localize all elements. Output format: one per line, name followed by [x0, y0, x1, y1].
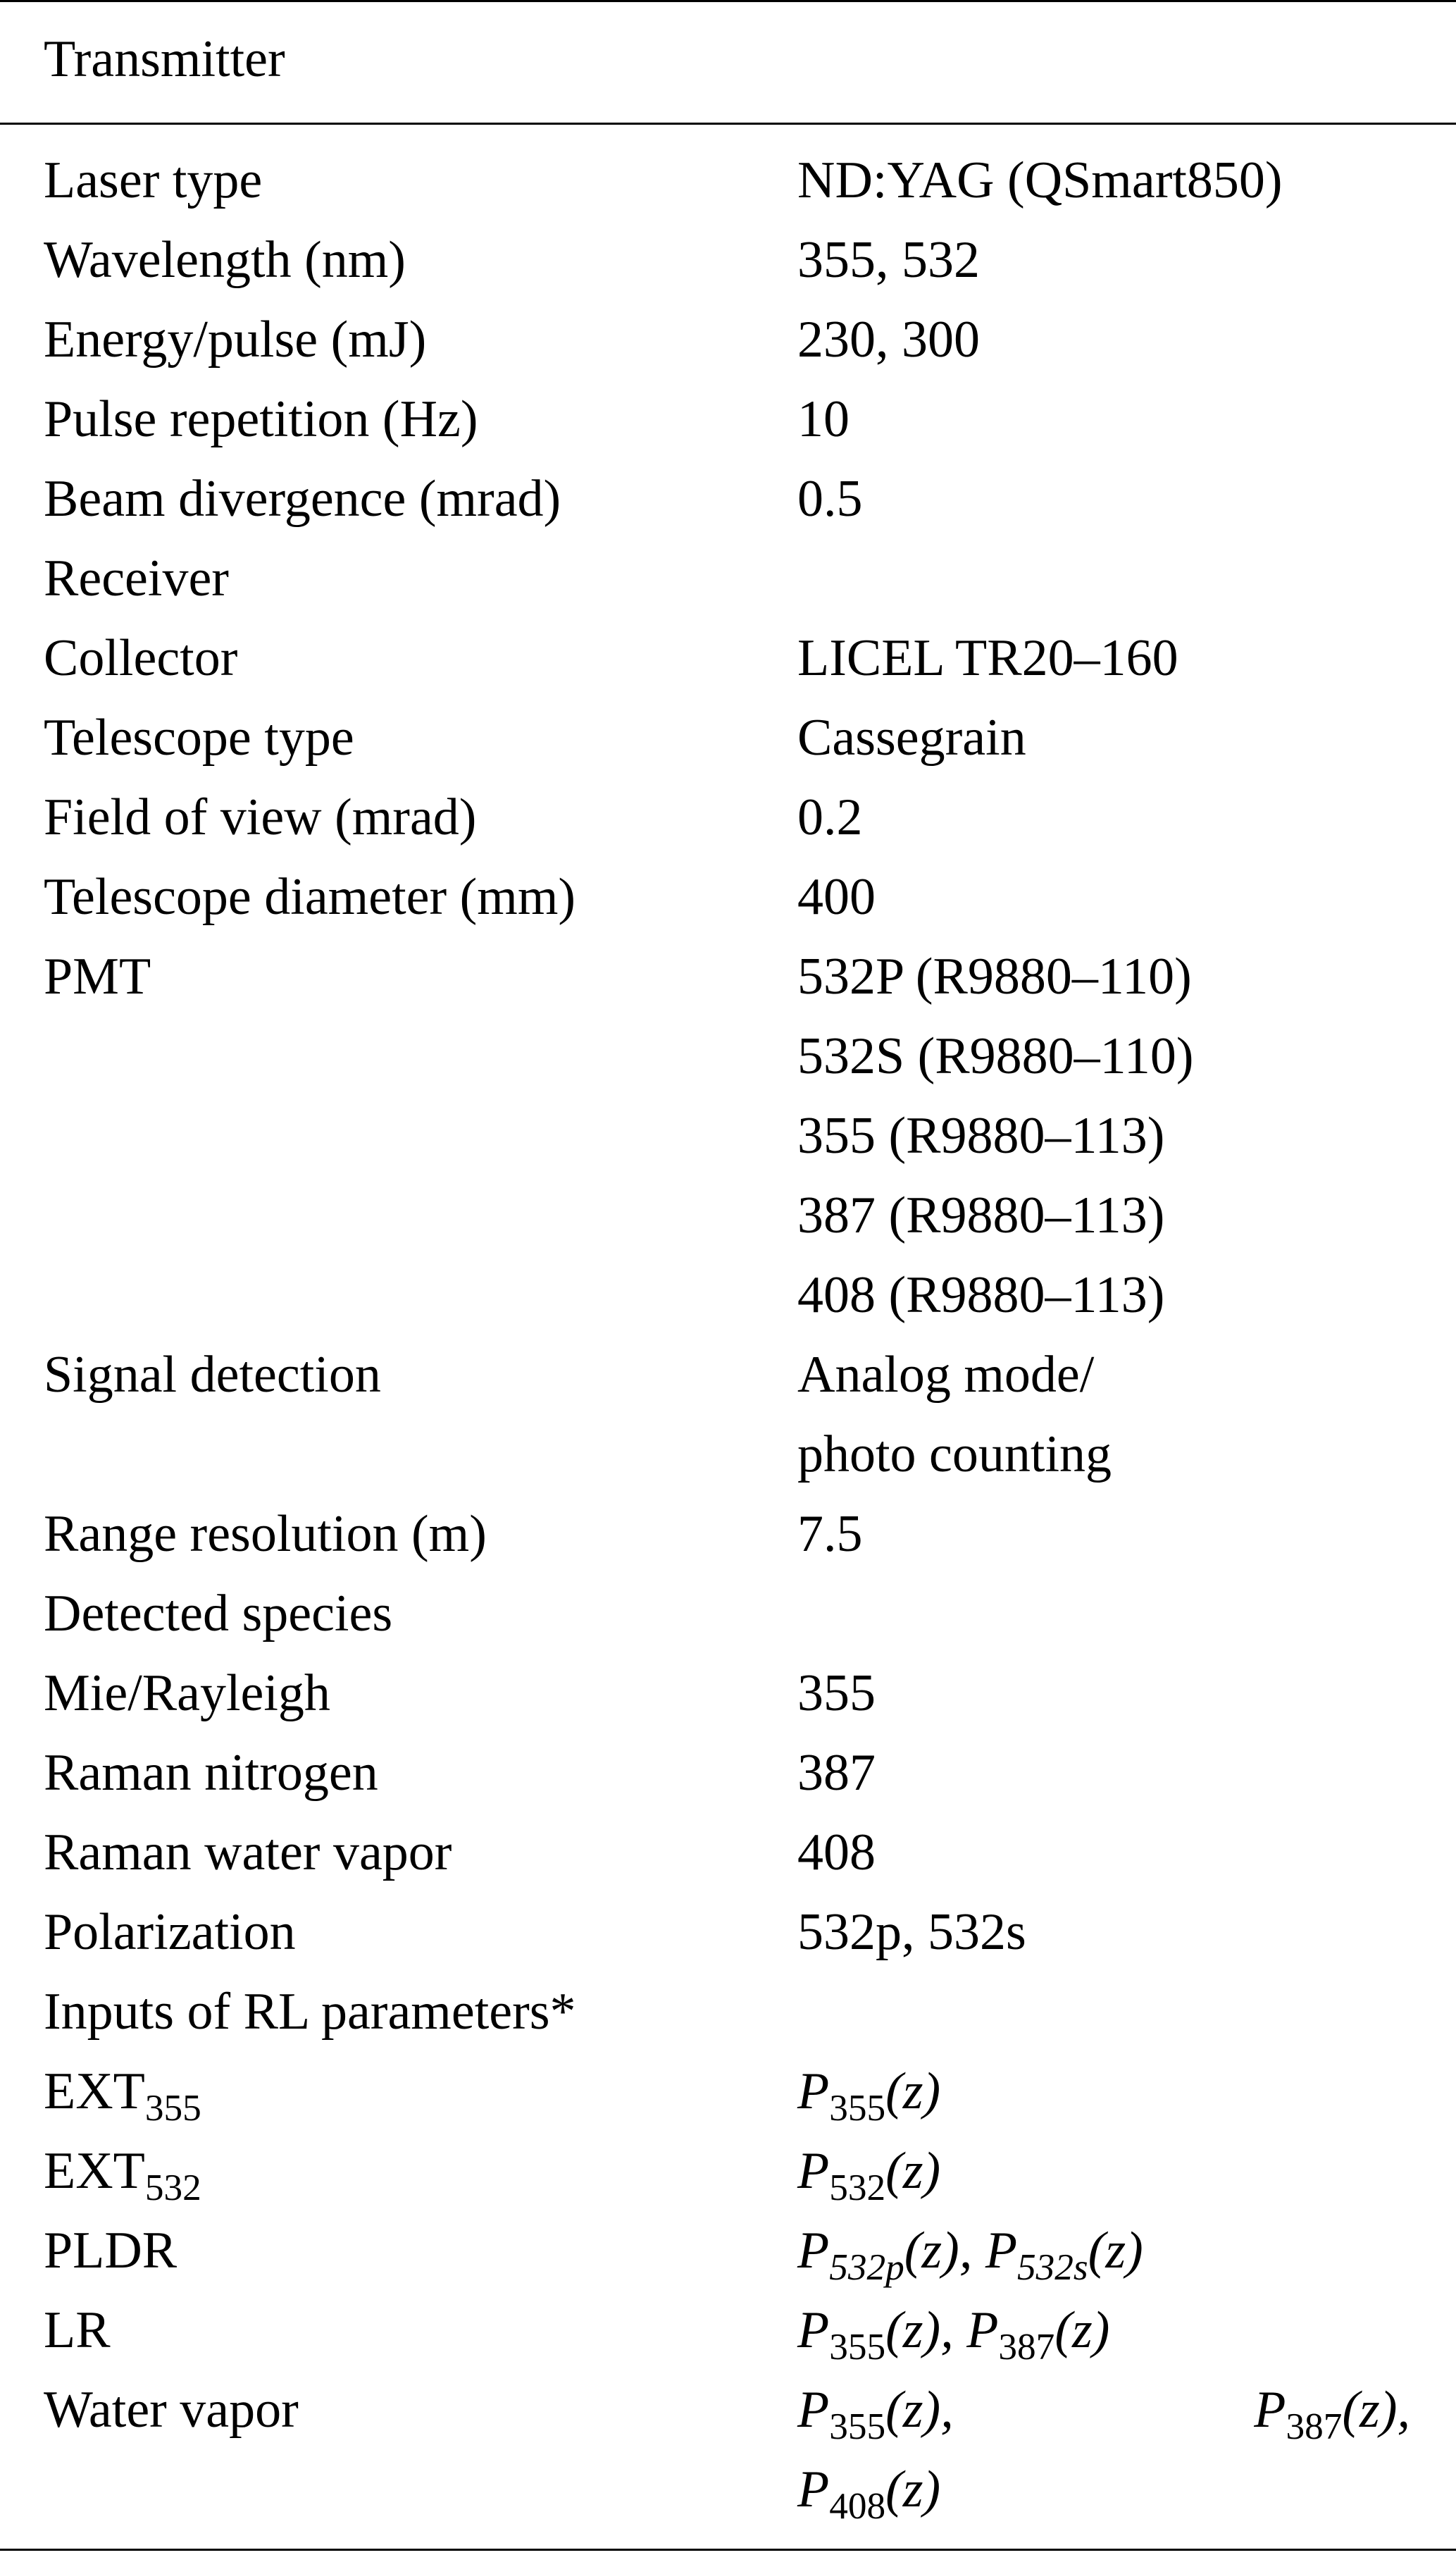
header-rule — [0, 123, 1456, 125]
row-label: Polarization — [44, 1903, 296, 1961]
row-label: Pulse repetition (Hz) — [44, 390, 478, 448]
section-row-detected-species — [0, 1574, 1456, 1654]
row-value: 408 — [797, 1824, 876, 1881]
section-row-receiver — [0, 539, 1456, 619]
row-label: Energy/pulse (mJ) — [44, 311, 427, 369]
row-value: ND:YAG (QSmart850) — [797, 151, 1283, 209]
section-label: Inputs of RL parameters* — [44, 1983, 576, 2041]
table-row — [0, 858, 1456, 937]
table-row — [0, 937, 1456, 1017]
table-row — [0, 141, 1456, 221]
table-row — [0, 1176, 1456, 1256]
row-value: $P_{408}(z)$ — [797, 2461, 941, 2528]
row-label: Collector — [44, 629, 238, 687]
row-value: 7.5 — [797, 1505, 863, 1563]
bottom-rule — [0, 2549, 1456, 2551]
table-row — [0, 1813, 1456, 1893]
row-label: Wavelength (nm) — [44, 231, 406, 289]
row-value: 408 (R9880–113) — [797, 1266, 1165, 1324]
table-row — [0, 778, 1456, 858]
row-value: 355 — [797, 1664, 876, 1722]
row-label: Beam divergence (mrad) — [44, 470, 561, 528]
table-row-ext532 — [0, 2132, 1456, 2211]
table-header: Transmitter — [44, 30, 285, 88]
table-row — [0, 300, 1456, 380]
row-value: LICEL TR20–160 — [797, 629, 1178, 687]
table-row-lr — [0, 2291, 1456, 2370]
row-label: Raman nitrogen — [44, 1744, 378, 1802]
row-value: 532P (R9880–110) — [797, 948, 1192, 1006]
row-label: PMT — [44, 948, 151, 1006]
row-value: $P_{532p}(z)$, $P_{532s}(z)$ — [797, 2222, 1143, 2289]
table-row — [0, 1256, 1456, 1335]
table-row — [0, 1415, 1456, 1495]
row-value: 0.5 — [797, 470, 863, 528]
table-row — [0, 698, 1456, 778]
row-value: Analog mode/ — [797, 1346, 1095, 1404]
top-rule — [0, 0, 1456, 2]
table-row — [0, 1335, 1456, 1415]
row-label: LR — [44, 2301, 111, 2359]
table-row — [0, 619, 1456, 698]
row-value: $P_{355}(z)$, $P_{387}(z)$, — [797, 2381, 1410, 2448]
table-row — [0, 459, 1456, 539]
row-value: 532p, 532s — [797, 1903, 1026, 1961]
section-row-rl-inputs — [0, 1972, 1456, 2052]
row-value: 400 — [797, 868, 876, 926]
row-value: 387 (R9880–113) — [797, 1187, 1165, 1244]
row-value: $P_{532}(z)$ — [797, 2142, 941, 2209]
row-label: Telescope type — [44, 709, 354, 767]
row-label: Field of view (mrad) — [44, 788, 477, 846]
row-value: 10 — [797, 390, 850, 448]
row-label: Range resolution (m) — [44, 1505, 487, 1563]
row-value: $P_{355}(z)$, $P_{387}(z)$ — [797, 2301, 1110, 2368]
table-row-pldr — [0, 2211, 1456, 2291]
row-label: $EXT_{355}$ — [44, 2062, 201, 2129]
row-value: 0.2 — [797, 788, 863, 846]
row-label: Mie/Rayleigh — [44, 1664, 330, 1722]
row-label: Signal detection — [44, 1346, 381, 1404]
section-label: Receiver — [44, 550, 229, 607]
table-row — [0, 1495, 1456, 1574]
row-value: photo counting — [797, 1425, 1112, 1483]
table-row — [0, 1654, 1456, 1733]
row-label: Telescope diameter (mm) — [44, 868, 576, 926]
table-row — [0, 380, 1456, 459]
table-row — [0, 221, 1456, 300]
row-value: $P_{355}(z)$ — [797, 2062, 941, 2129]
row-value: 387 — [797, 1744, 876, 1802]
section-label: Detected species — [44, 1585, 393, 1642]
table-row — [0, 1893, 1456, 1972]
row-value: Cassegrain — [797, 709, 1026, 767]
table-row-water-vapor-cont — [0, 2450, 1456, 2530]
row-value: 355, 532 — [797, 231, 980, 289]
table-row — [0, 1096, 1456, 1176]
table-row — [0, 1017, 1456, 1096]
row-value: 230, 300 — [797, 311, 980, 369]
row-label: Raman water vapor — [44, 1824, 452, 1881]
row-label: $EXT_{532}$ — [44, 2142, 201, 2209]
table-row — [0, 1733, 1456, 1813]
row-value: 532S (R9880–110) — [797, 1027, 1194, 1085]
table-row-ext355 — [0, 2052, 1456, 2132]
row-label: PLDR — [44, 2222, 178, 2279]
table-row-water-vapor — [0, 2370, 1456, 2450]
row-label: Water vapor — [44, 2381, 299, 2439]
row-label: Laser type — [44, 151, 263, 209]
row-value: 355 (R9880–113) — [797, 1107, 1165, 1165]
